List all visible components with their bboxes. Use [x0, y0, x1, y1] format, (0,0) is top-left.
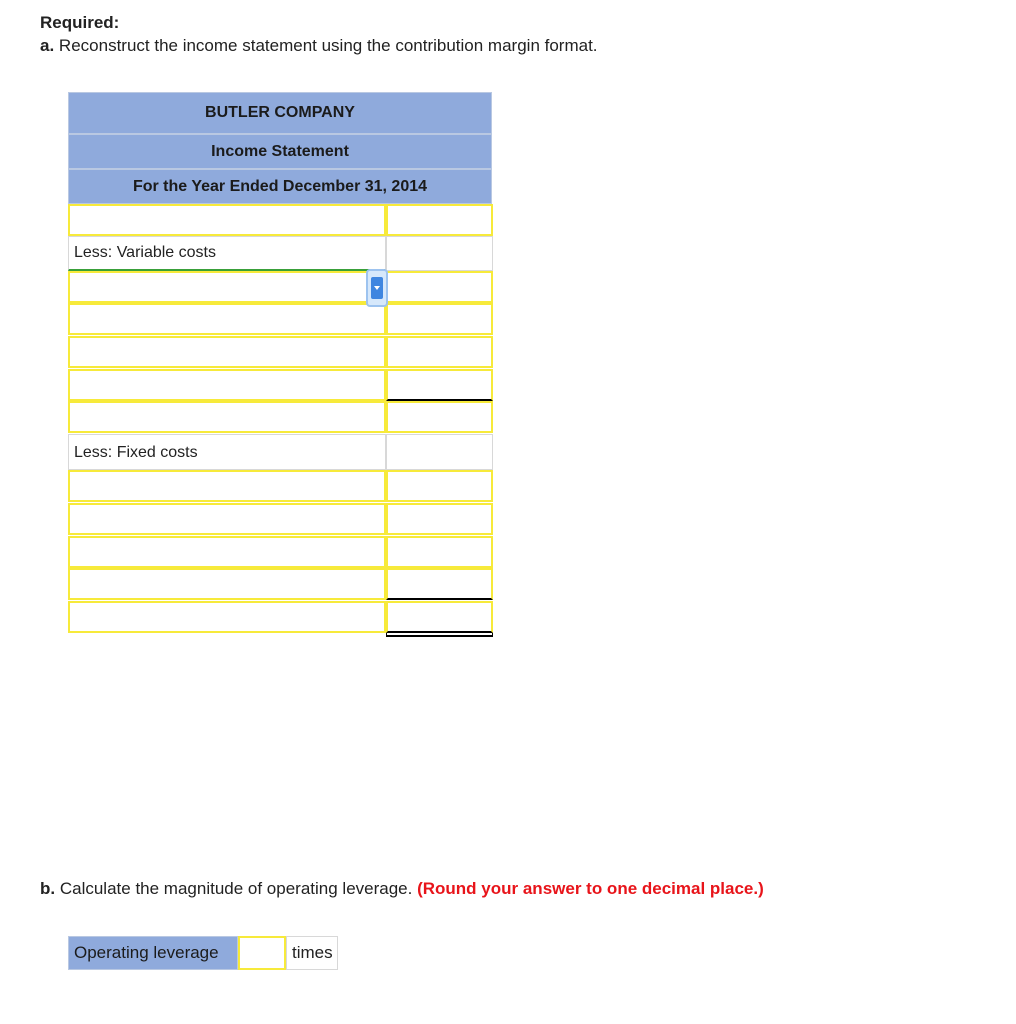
table-row [68, 271, 493, 303]
table-row [68, 369, 493, 401]
variable-costs-label: Less: Variable costs [68, 236, 386, 271]
table-row [68, 204, 493, 236]
empty-cell [386, 236, 493, 271]
empty-cell [386, 434, 493, 470]
operating-leverage-input[interactable] [238, 936, 286, 970]
table-row [68, 601, 493, 633]
operating-leverage-unit: times [286, 936, 338, 970]
amount-input[interactable] [386, 336, 493, 368]
line-item-select[interactable] [68, 568, 386, 600]
amount-input[interactable] [386, 568, 493, 600]
line-item-select[interactable] [68, 369, 386, 401]
line-item-select[interactable] [68, 336, 386, 368]
line-item-select[interactable] [68, 536, 386, 568]
amount-input[interactable] [386, 470, 493, 502]
line-item-select[interactable] [68, 401, 386, 433]
table-row [68, 503, 493, 535]
amount-input[interactable] [386, 303, 493, 335]
table-row [68, 336, 493, 368]
company-name: BUTLER COMPANY [68, 92, 492, 134]
line-item-select[interactable] [68, 470, 386, 502]
dropdown-toggle[interactable] [366, 269, 388, 307]
question-b [40, 879, 764, 899]
chevron-down-icon [374, 286, 380, 290]
question-b-letter: b. [40, 879, 56, 898]
question-a [40, 36, 598, 56]
question-b-text: Calculate the magnitude of operating leverage. [59, 879, 413, 898]
amount-input[interactable] [386, 204, 493, 236]
question-a-letter: a. [40, 36, 55, 55]
table-row [68, 236, 493, 271]
dropdown-handle [371, 277, 383, 299]
fixed-costs-label: Less: Fixed costs [68, 434, 386, 470]
line-item-select[interactable] [68, 271, 386, 303]
amount-input[interactable] [386, 271, 493, 303]
statement-title: Income Statement [68, 134, 492, 169]
table-row [68, 568, 493, 600]
table-row [68, 434, 493, 470]
line-item-select[interactable] [68, 503, 386, 535]
statement-period: For the Year Ended December 31, 2014 [68, 169, 492, 204]
question-a-text: Reconstruct the income statement using the contribution margin format. [58, 36, 598, 55]
table-row [68, 470, 493, 502]
operating-leverage-label: Operating leverage [68, 936, 238, 970]
line-item-select[interactable] [68, 601, 386, 633]
line-item-select[interactable] [68, 303, 386, 335]
amount-input[interactable] [386, 601, 493, 633]
line-item-select[interactable] [68, 204, 386, 236]
required-heading: Required: [40, 13, 120, 32]
amount-input[interactable] [386, 401, 493, 433]
rounding-instruction: (Round your answer to one decimal place.) [417, 879, 764, 898]
table-row [68, 401, 493, 433]
amount-input[interactable] [386, 503, 493, 535]
table-row [68, 536, 493, 568]
amount-input[interactable] [386, 536, 493, 568]
amount-input[interactable] [386, 369, 493, 401]
table-row [68, 303, 493, 335]
